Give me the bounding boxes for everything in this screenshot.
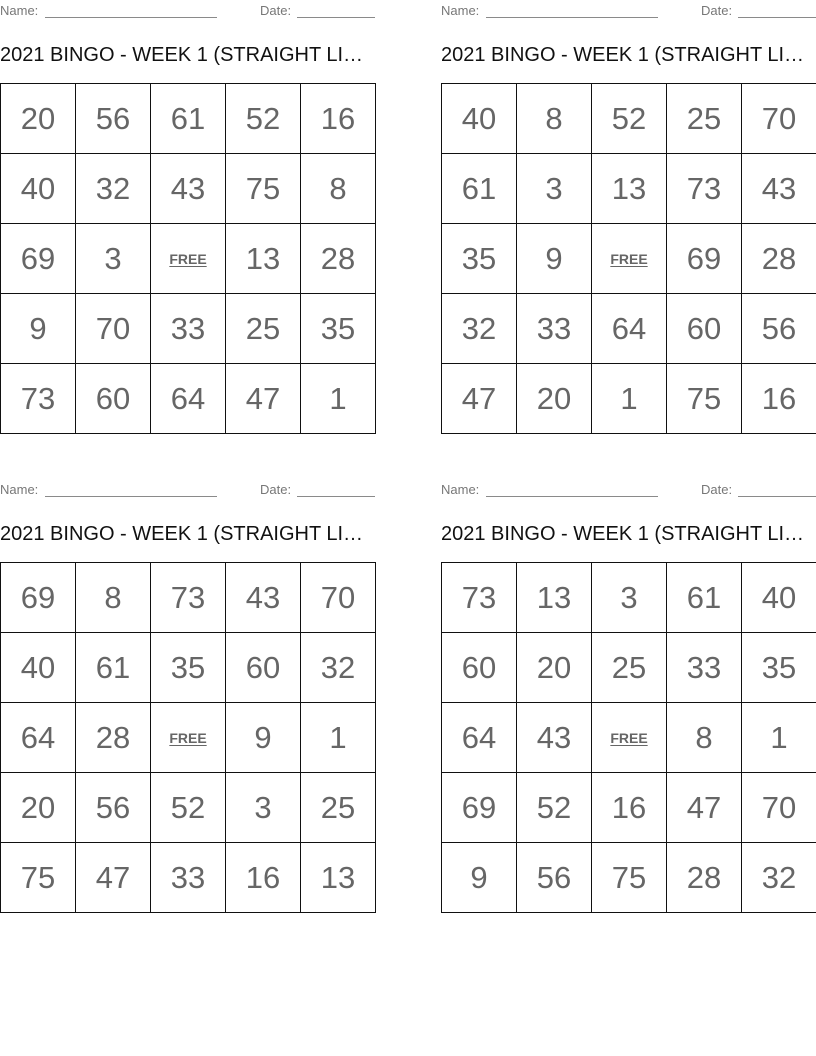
free-space-cell[interactable]: FREE: [151, 224, 226, 294]
name-field[interactable]: [45, 17, 217, 18]
grid-row: [1, 224, 376, 294]
number-cell[interactable]: 43: [517, 703, 592, 773]
date-label: Date:: [260, 3, 292, 18]
grid-row: [1, 154, 376, 224]
number-cell[interactable]: 60: [226, 633, 301, 703]
grid-row: [442, 84, 816, 154]
card-title: 2021 BINGO - WEEK 1 (STRAIGHT LI…: [0, 44, 364, 66]
number-cell[interactable]: 69: [442, 773, 517, 843]
number-cell[interactable]: 20: [1, 84, 76, 154]
number-cell[interactable]: 61: [667, 563, 742, 633]
number-cell[interactable]: 33: [151, 843, 226, 913]
number-cell[interactable]: 75: [667, 364, 742, 434]
card-meta: [0, 3, 375, 19]
number-cell[interactable]: 60: [76, 364, 151, 434]
number-cell[interactable]: 13: [517, 563, 592, 633]
number-cell[interactable]: 8: [667, 703, 742, 773]
number-cell[interactable]: 64: [151, 364, 226, 434]
number-cell[interactable]: 28: [667, 843, 742, 913]
grid-row: [1, 294, 376, 364]
number-cell[interactable]: 61: [151, 84, 226, 154]
number-cell[interactable]: 33: [667, 633, 742, 703]
number-cell[interactable]: 28: [76, 703, 151, 773]
number-cell[interactable]: 70: [301, 563, 376, 633]
number-cell[interactable]: 9: [1, 294, 76, 364]
grid-row: [442, 294, 816, 364]
date-label: Date:: [701, 3, 733, 18]
number-cell[interactable]: 13: [226, 224, 301, 294]
number-cell[interactable]: 32: [76, 154, 151, 224]
name-field[interactable]: [486, 17, 658, 18]
bingo-grid: [441, 562, 816, 913]
grid-row: [442, 703, 816, 773]
number-cell[interactable]: 70: [742, 84, 816, 154]
number-cell[interactable]: 8: [76, 563, 151, 633]
number-cell[interactable]: 40: [1, 633, 76, 703]
number-cell[interactable]: 75: [592, 843, 667, 913]
number-cell[interactable]: 73: [151, 563, 226, 633]
number-cell[interactable]: 43: [742, 154, 816, 224]
number-cell[interactable]: 8: [301, 154, 376, 224]
name-label: Name:: [441, 482, 480, 497]
card-meta: [441, 3, 816, 19]
number-cell[interactable]: 70: [76, 294, 151, 364]
card-meta: [441, 482, 816, 498]
number-cell[interactable]: 35: [301, 294, 376, 364]
number-cell[interactable]: 75: [226, 154, 301, 224]
grid-row: [1, 84, 376, 154]
bingo-grid: [441, 83, 816, 434]
number-cell[interactable]: 73: [667, 154, 742, 224]
number-cell[interactable]: 1: [301, 703, 376, 773]
number-cell[interactable]: 61: [76, 633, 151, 703]
number-cell[interactable]: 56: [517, 843, 592, 913]
number-cell[interactable]: 25: [226, 294, 301, 364]
grid-row: [1, 773, 376, 843]
number-cell[interactable]: 3: [226, 773, 301, 843]
number-cell[interactable]: 47: [442, 364, 517, 434]
number-cell[interactable]: 56: [76, 84, 151, 154]
number-cell[interactable]: 9: [442, 843, 517, 913]
number-cell[interactable]: 3: [592, 563, 667, 633]
number-cell[interactable]: 25: [592, 633, 667, 703]
number-cell[interactable]: 47: [667, 773, 742, 843]
number-cell[interactable]: 73: [442, 563, 517, 633]
number-cell[interactable]: 43: [151, 154, 226, 224]
name-field[interactable]: [45, 496, 217, 497]
number-cell[interactable]: 1: [592, 364, 667, 434]
number-cell[interactable]: 20: [517, 633, 592, 703]
number-cell[interactable]: 52: [151, 773, 226, 843]
number-cell[interactable]: 60: [442, 633, 517, 703]
number-cell[interactable]: 69: [1, 563, 76, 633]
number-cell[interactable]: 43: [226, 563, 301, 633]
grid-row: [1, 364, 376, 434]
date-field[interactable]: [738, 17, 816, 18]
number-cell[interactable]: 16: [301, 84, 376, 154]
name-field[interactable]: [486, 496, 658, 497]
number-cell[interactable]: 56: [76, 773, 151, 843]
date-field[interactable]: [297, 496, 375, 497]
number-cell[interactable]: 40: [1, 154, 76, 224]
number-cell[interactable]: 64: [592, 294, 667, 364]
number-cell[interactable]: 3: [76, 224, 151, 294]
number-cell[interactable]: 40: [742, 563, 816, 633]
grid-row: [1, 633, 376, 703]
number-cell[interactable]: 13: [592, 154, 667, 224]
bingo-grid: [0, 562, 376, 913]
number-cell[interactable]: 8: [517, 84, 592, 154]
number-cell[interactable]: 32: [301, 633, 376, 703]
free-space-cell[interactable]: FREE: [151, 703, 226, 773]
number-cell[interactable]: 28: [742, 224, 816, 294]
number-cell[interactable]: 73: [1, 364, 76, 434]
number-cell[interactable]: 25: [667, 84, 742, 154]
number-cell[interactable]: 32: [442, 294, 517, 364]
name-label: Name:: [441, 3, 480, 18]
free-space-cell[interactable]: FREE: [592, 224, 667, 294]
number-cell[interactable]: 75: [1, 843, 76, 913]
bingo-grid: [0, 83, 376, 434]
number-cell[interactable]: 9: [517, 224, 592, 294]
number-cell[interactable]: 40: [442, 84, 517, 154]
number-cell[interactable]: 61: [442, 154, 517, 224]
number-cell[interactable]: 60: [667, 294, 742, 364]
number-cell[interactable]: 69: [1, 224, 76, 294]
card-title: 2021 BINGO - WEEK 1 (STRAIGHT LI…: [441, 44, 805, 66]
date-label: Date:: [260, 482, 292, 497]
date-field[interactable]: [297, 17, 375, 18]
number-cell[interactable]: 33: [517, 294, 592, 364]
date-field[interactable]: [738, 496, 816, 497]
number-cell[interactable]: 13: [301, 843, 376, 913]
number-cell[interactable]: 35: [151, 633, 226, 703]
number-cell[interactable]: 33: [151, 294, 226, 364]
free-space-cell[interactable]: FREE: [592, 703, 667, 773]
number-cell[interactable]: 70: [742, 773, 816, 843]
number-cell[interactable]: 69: [667, 224, 742, 294]
number-cell[interactable]: 16: [226, 843, 301, 913]
number-cell[interactable]: 16: [742, 364, 816, 434]
grid-row: [442, 563, 816, 633]
number-cell[interactable]: 32: [742, 843, 816, 913]
number-cell[interactable]: 1: [301, 364, 376, 434]
number-cell[interactable]: 9: [226, 703, 301, 773]
number-cell[interactable]: 28: [301, 224, 376, 294]
card-title: 2021 BINGO - WEEK 1 (STRAIGHT LI…: [441, 523, 805, 545]
name-label: Name:: [0, 482, 39, 497]
number-cell[interactable]: 64: [1, 703, 76, 773]
grid-row: [1, 563, 376, 633]
number-cell[interactable]: 52: [517, 773, 592, 843]
number-cell[interactable]: 47: [226, 364, 301, 434]
date-label: Date:: [701, 482, 733, 497]
card-meta: [0, 482, 375, 498]
number-cell[interactable]: 16: [592, 773, 667, 843]
grid-row: [442, 224, 816, 294]
grid-row: [1, 843, 376, 913]
number-cell[interactable]: 1: [742, 703, 816, 773]
number-cell[interactable]: 52: [592, 84, 667, 154]
grid-row: [442, 843, 816, 913]
name-label: Name:: [0, 3, 39, 18]
number-cell[interactable]: 35: [442, 224, 517, 294]
grid-row: [442, 633, 816, 703]
number-cell[interactable]: 25: [301, 773, 376, 843]
number-cell[interactable]: 35: [742, 633, 816, 703]
number-cell[interactable]: 3: [517, 154, 592, 224]
card-title: 2021 BINGO - WEEK 1 (STRAIGHT LI…: [0, 523, 364, 545]
grid-row: [1, 703, 376, 773]
number-cell[interactable]: 20: [1, 773, 76, 843]
number-cell[interactable]: 56: [742, 294, 816, 364]
grid-row: [442, 154, 816, 224]
grid-row: [442, 364, 816, 434]
grid-row: [442, 773, 816, 843]
number-cell[interactable]: 52: [226, 84, 301, 154]
number-cell[interactable]: 20: [517, 364, 592, 434]
number-cell[interactable]: 64: [442, 703, 517, 773]
number-cell[interactable]: 47: [76, 843, 151, 913]
